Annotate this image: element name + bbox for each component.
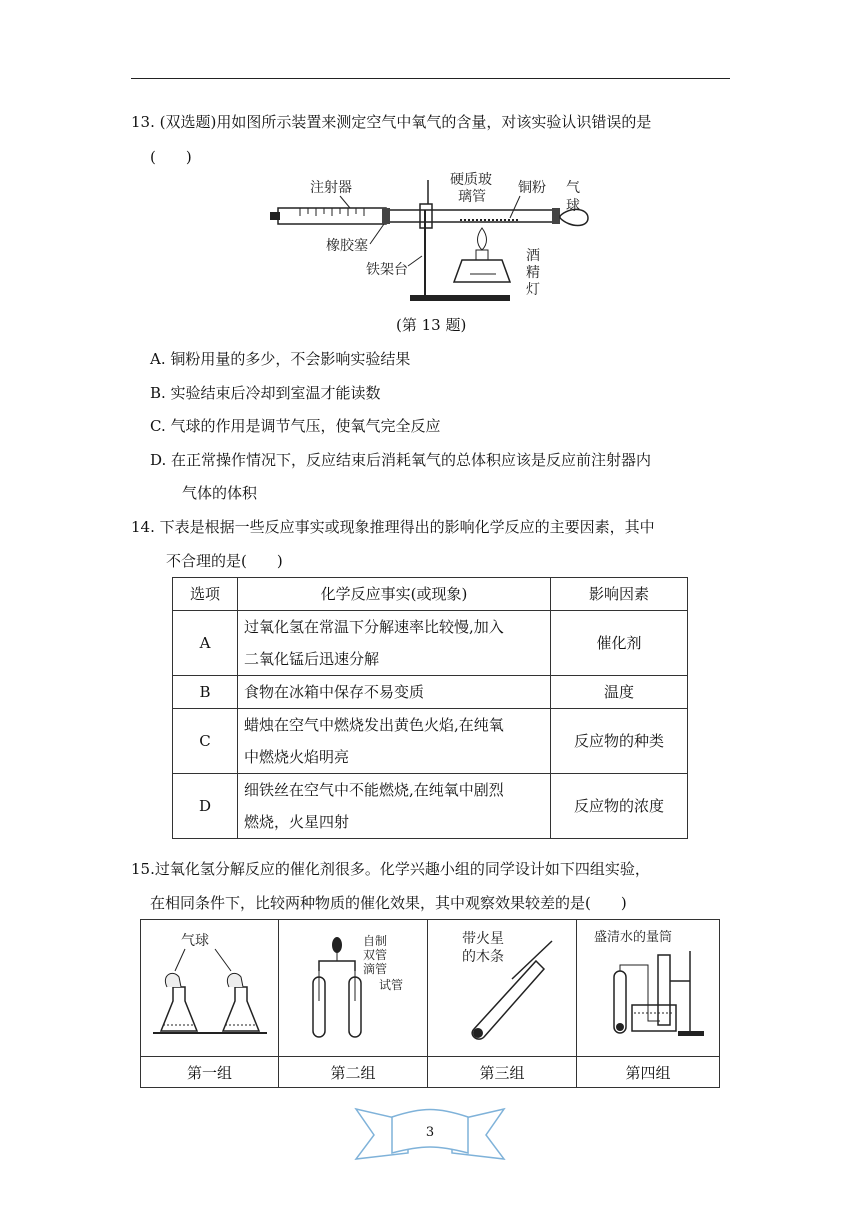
svg-text:的木条: 的木条 (462, 949, 504, 965)
table-row: C 蜡烛在空气中燃烧发出黄色火焰,在纯氧 中燃烧火焰明亮 反应物的种类 (173, 709, 688, 774)
alcohol-lamp (454, 260, 510, 282)
q14-stem-cont: 不合理的是( ) (166, 552, 283, 570)
table-row: B 食物在冰箱中保存不易变质 温度 (173, 676, 688, 709)
header-rule (131, 78, 730, 79)
svg-text:气: 气 (566, 180, 580, 196)
group2-label: 第二组 (279, 1057, 428, 1088)
svg-text:试管: 试管 (379, 978, 404, 992)
svg-text:酒: 酒 (526, 248, 540, 264)
q13-apparatus-figure (270, 170, 600, 310)
svg-text:自制: 自制 (363, 934, 388, 948)
svg-text:气球: 气球 (180, 933, 209, 949)
group3-figure (428, 920, 577, 1057)
q13-option-d-cont: 气体的体积 (182, 484, 258, 502)
page-number-ribbon (352, 1103, 508, 1165)
table-row: A 过氧化氢在常温下分解速率比较慢,加入 二氧化锰后迅速分解 催化剂 (173, 611, 688, 676)
svg-text:双管: 双管 (363, 948, 388, 962)
group1-label: 第一组 (141, 1057, 279, 1088)
stand-base (410, 295, 510, 301)
header-option: 选项 (173, 578, 238, 611)
group4-figure (577, 920, 720, 1057)
glass-tube (386, 210, 556, 222)
q13-option-c: C. 气球的作用是调节气压，使氧气完全反应 (150, 417, 441, 435)
svg-text:铁架台: 铁架台 (366, 262, 408, 278)
q14-table (172, 577, 688, 839)
group4-label: 第四组 (577, 1057, 720, 1088)
page-number: 3 (425, 1125, 435, 1140)
q15-stem: 15.过氧化氢分解反应的催化剂很多。化学兴趣小组的同学设计如下四组实验， (131, 860, 650, 878)
q13-option-b: B. 实验结束后冷却到室温才能读数 (150, 384, 381, 402)
svg-text:盛清水的量筒: 盛清水的量筒 (594, 930, 673, 945)
svg-text:球: 球 (566, 198, 580, 214)
svg-text:铜粉: 铜粉 (518, 180, 546, 196)
q15-figure-table (140, 919, 720, 1088)
q13-option-d: D. 在正常操作情况下，反应结束后消耗氧气的总体积应该是反应前注射器内 (150, 451, 652, 469)
svg-text:精: 精 (526, 265, 540, 281)
svg-text:灯: 灯 (526, 282, 540, 298)
rubber-stopper (382, 208, 390, 224)
table-row: D 细铁丝在空气中不能燃烧,在纯氧中剧烈 燃烧，火星四射 反应物的浓度 (173, 774, 688, 839)
svg-text:橡胶塞: 橡胶塞 (326, 238, 368, 254)
label-syringe: 注射器 (310, 180, 352, 196)
q13-stem: 13. (双选题)用如图所示装置来测定空气中氧气的含量，对该实验认识错误的是 (131, 113, 652, 131)
svg-text:硬质玻: 硬质玻 (450, 172, 492, 188)
svg-text:璃管: 璃管 (458, 189, 486, 205)
group2-figure (279, 920, 428, 1057)
group3-label: 第三组 (428, 1057, 577, 1088)
svg-text:带火星: 带火星 (462, 931, 504, 947)
header-fact: 化学反应事实(或现象) (238, 578, 551, 611)
syringe-plunger (270, 212, 280, 220)
table-header-row (173, 578, 688, 611)
q14-stem: 14. 下表是根据一些反应事实或现象推理得出的影响化学反应的主要因素，其中 (131, 518, 655, 536)
group1-figure (141, 920, 279, 1057)
q13-caption: (第 13 题) (396, 316, 467, 334)
q15-stem-cont: 在相同条件下，比较两种物质的催化效果，其中观察效果较差的是( ) (150, 894, 627, 912)
header-factor: 影响因素 (551, 578, 688, 611)
svg-text:滴管: 滴管 (363, 962, 388, 976)
q13-answer-paren: ( ) (150, 148, 192, 166)
flame (478, 228, 487, 250)
q13-option-a: A. 铜粉用量的多少，不会影响实验结果 (150, 350, 411, 368)
